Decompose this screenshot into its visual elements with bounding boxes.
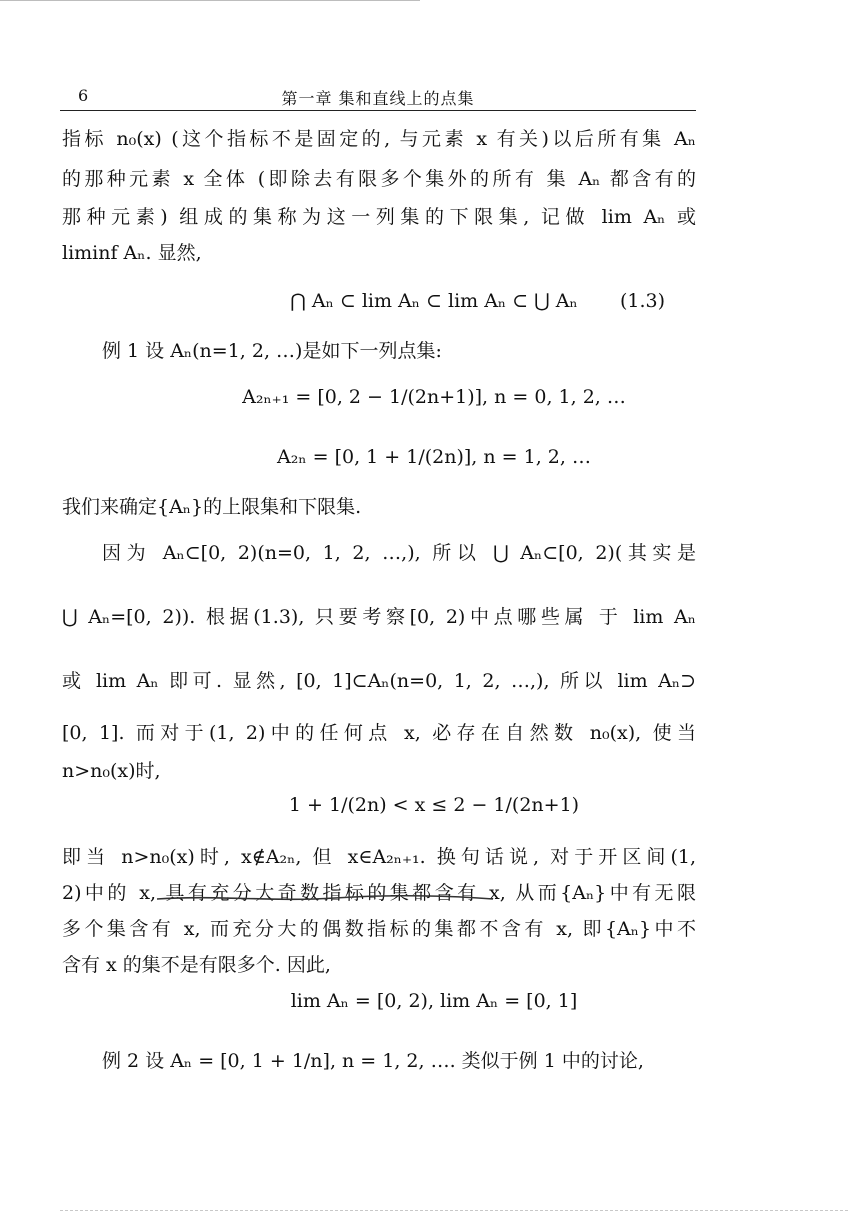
page-number: 6 — [78, 86, 89, 105]
equation-number: (1.3) — [620, 290, 666, 312]
inequality: 1 + 1/(2n) < x ≤ 2 − 1/(2n+1) — [288, 794, 580, 816]
paragraph-line: 多个集含有 x, 而充分大的偶数指标的集都不含有 x, 即{Aₙ}中不 — [62, 918, 696, 940]
paragraph-line: [0, 1]. 而对于(1, 2)中的任何点 x, 必存在自然数 n₀(x), 使当 — [62, 722, 696, 744]
running-header — [60, 84, 696, 111]
paragraph-line: 2)中的 x, 具有充分大奇数指标的集都含有 x, 从而{Aₙ}中有无限 — [62, 882, 696, 904]
scan-edge-bottom — [60, 1210, 848, 1213]
example-1-even-sets: A₂ₙ = [0, 1 + 1/(2n)], n = 1, 2, … — [277, 446, 591, 468]
paragraph-line: 我们来确定{Aₙ}的上限集和下限集. — [62, 496, 362, 518]
paragraph-line: 或 lim Aₙ 即可. 显然, [0, 1]⊂Aₙ(n=0, 1, 2, …,), 所以 lim Aₙ⊃ — [62, 670, 696, 692]
paragraph-line: 指标 n₀(x) (这个指标不是固定的, 与元素 x 有关)以后所有集 Aₙ — [62, 128, 696, 150]
paragraph-line: 那种元素) 组成的集称为这一列集的下限集, 记做 lim Aₙ 或 — [62, 206, 696, 228]
example-2: 例 2 设 Aₙ = [0, 1 + 1/n], n = 1, 2, …. 类似于例 1 中的讨论, — [102, 1050, 644, 1072]
example-1-intro: 例 1 设 Aₙ(n=1, 2, …)是如下一列点集: — [102, 340, 442, 362]
paragraph-line: liminf Aₙ. 显然, — [62, 242, 202, 264]
paragraph-line: 的那种元素 x 全体 (即除去有限多个集外的所有 集 Aₙ 都含有的 — [62, 168, 696, 190]
paragraph-line: n>n₀(x)时, — [62, 760, 161, 782]
scan-edge-top — [0, 0, 420, 4]
paragraph-line: ⋃ Aₙ=[0, 2)). 根据(1.3), 只要考察[0, 2)中点哪些属 于 lim Aₙ — [62, 606, 696, 628]
example-1-odd-sets: A₂ₙ₊₁ = [0, 2 − 1/(2n+1)], n = 0, 1, 2, … — [242, 386, 626, 408]
handwritten-underline — [155, 893, 495, 903]
result-equation: lim Aₙ = [0, 2), lim Aₙ = [0, 1] — [290, 990, 578, 1012]
equation-1-3: ⋂ Aₙ ⊂ lim Aₙ ⊂ lim Aₙ ⊂ ⋃ Aₙ — [290, 290, 578, 312]
paragraph-line: 即当 n>n₀(x)时, x∉A₂ₙ, 但 x∈A₂ₙ₊₁. 换句话说, 对于开区间(1, — [62, 846, 696, 868]
paragraph-line: 因为 Aₙ⊂[0, 2)(n=0, 1, 2, …,), 所以 ⋃ Aₙ⊂[0, 2)(其实是 — [102, 542, 696, 564]
paragraph-line: 含有 x 的集不是有限多个. 因此, — [62, 954, 331, 976]
chapter-title: 第一章 集和直线上的点集 — [281, 89, 475, 108]
